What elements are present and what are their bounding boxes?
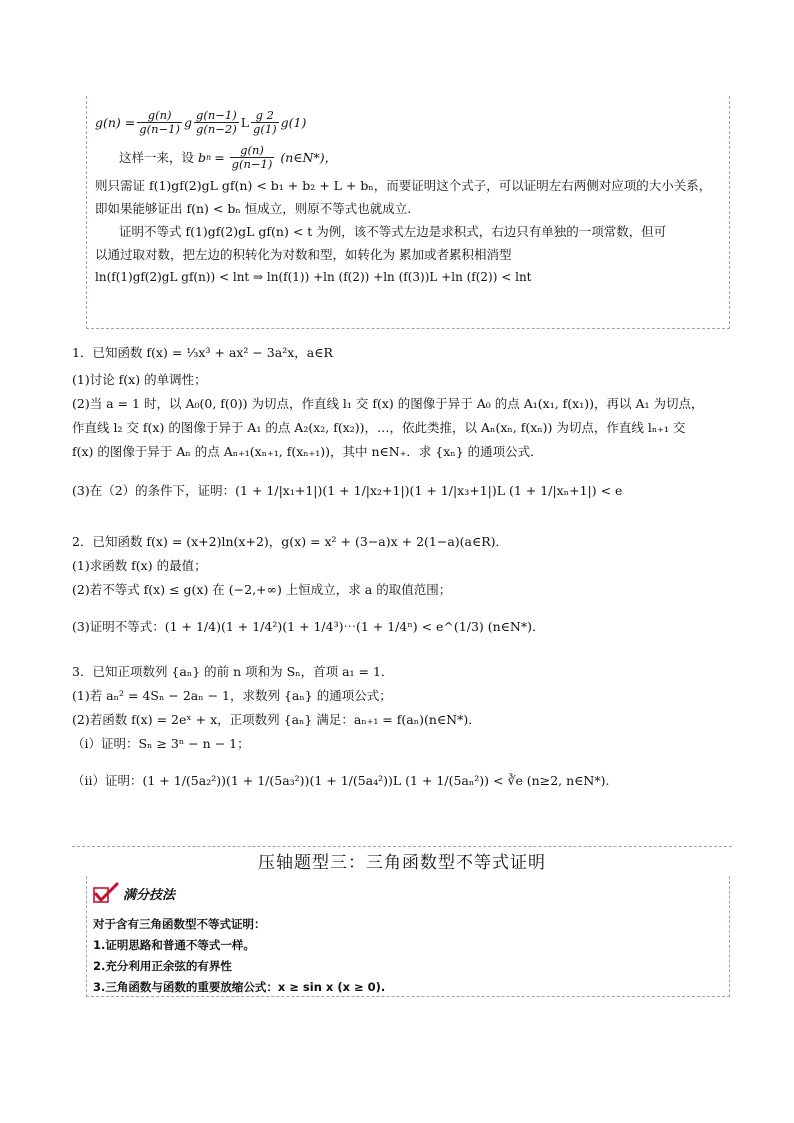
problem2-q3: (3)证明不等式：(1 + 1/4)(1 + 1/4²)(1 + 1/4³)⋯(1 + 1/4ⁿ) < e^(1/3) (n∈N*)． bbox=[72, 619, 545, 634]
intro-line-7: ln(f(1)gf(2)gL gf(n)) < lnt ⇒ ln(f(1)) +ln (f(2)) +ln (f(3))L +ln (f(2)) < lnt bbox=[95, 270, 532, 284]
problem1-q2-line3: f(x) 的图像于异于 Aₙ 的点 Aₙ₊₁(xₙ₊₁, f(xₙ₊₁))，其中 n∈N₊．求 {xₙ} 的通项公式． bbox=[72, 444, 543, 459]
intro-method-box bbox=[86, 96, 730, 329]
problem1-q1: (1)讨论 f(x) 的单调性； bbox=[72, 372, 207, 387]
problem2-stem: 2．已知函数 f(x) = (x+2)ln(x+2)，g(x) = x² + (3−a)x + 2(1−a)(a∈R)． bbox=[72, 534, 509, 549]
intro-line2-frac: $\frac{g(n)}{g(n-1)}$ bbox=[231, 142, 273, 171]
intro-line2-post: (n∈N*)， bbox=[280, 149, 338, 165]
intro-line1-frac1: $\frac{g(n)}{g(n-1)}$ bbox=[139, 107, 180, 136]
section-divider bbox=[72, 846, 732, 847]
intro-line1-frac3: $\frac{g 2}{g(1)}$ bbox=[253, 107, 277, 136]
problem-2 bbox=[72, 530, 732, 644]
section3-title: 压轴题型三：三角函数型不等式证明 bbox=[258, 853, 546, 873]
problem-1 bbox=[72, 338, 732, 508]
intro-line2-eq: = bbox=[214, 149, 225, 165]
tip-body bbox=[93, 914, 385, 998]
intro-line1-frac2: $\frac{g(n-1)}{g(n-2)}$ bbox=[195, 107, 237, 136]
problem3-q2-i: （i）证明：Sₙ ≥ 3ⁿ − n − 1； bbox=[72, 736, 250, 751]
tip-label: 满分技法 bbox=[123, 887, 176, 903]
intro-line2-b: b bbox=[198, 149, 207, 165]
intro-line-1: g(n) = $\frac{g(n)}{g(n-1)}$ g $\frac{g(n-1)}{g(n-2)}$ L $\frac{g 2}{g(1)}$ g(1) bbox=[95, 107, 307, 136]
intro-line-4: 即如果能够证出 f(n) < bₙ 恒成立，则原不等式也就成立. bbox=[95, 201, 412, 216]
problem2-q2: (2)若不等式 f(x) ≤ g(x) 在 (−2,+∞) 上恒成立，求 a 的取值范围； bbox=[72, 582, 452, 597]
problem-3 bbox=[72, 660, 732, 798]
tip-line-3: 3.三角函数与函数的重要放缩公式：x ≥ sin x (x ≥ 0). bbox=[93, 980, 386, 994]
problem1-stem: 1．已知函数 f(x) = ⅓x³ + ax² − 3a²x，a∈R bbox=[72, 345, 333, 360]
check-icon bbox=[93, 882, 119, 904]
problem3-q2: (2)若函数 f(x) = 2eˣ + x，正项数列 {aₙ} 满足：aₙ₊₁ = f(aₙ)(n∈N*)． bbox=[72, 712, 481, 727]
tip-line-1: 1.证明思路和普通不等式一样。 bbox=[93, 938, 255, 952]
intro-method-content bbox=[95, 104, 721, 289]
intro-line-5: 证明不等式 f(1)gf(2)gL gf(n) < t 为例，该不等式左边是求积式，右边只有单独的一项常数，但可 bbox=[119, 224, 667, 239]
intro-line1-lhs: g(n) = bbox=[95, 114, 136, 130]
intro-line1-tail: g(1) bbox=[280, 114, 307, 130]
tip-box bbox=[86, 876, 730, 997]
tip-line-2: 2.充分利用正余弦的有界性 bbox=[93, 959, 232, 973]
problem2-q1: (1)求函数 f(x) 的最值； bbox=[72, 558, 207, 573]
problem1-q2-line1: (2)当 a = 1 时，以 A₀(0, f(0)) 为切点，作直线 l₁ 交 f(x) 的图像于异于 A₀ 的点 A₁(x₁, f(x₁))，再以 A₁ 为切点， bbox=[72, 396, 704, 411]
problem1-q3: (3)在（2）的条件下，证明：(1 + 1/|x₁+1|)(1 + 1/|x₂+1|)(1 + 1/|x₃+1|)L (1 + 1/|xₙ+1|) < e bbox=[72, 483, 623, 498]
intro-line-6: 以通过取对数，把左边的积转化为对数和型，如转化为 累加或者累积相消型 bbox=[95, 247, 512, 262]
intro-line-3: 则只需证 f(1)gf(2)gL gf(n) < b₁ + b₂ + L + bₙ，而要证明这个式子，可以证明左右两侧对应项的大小关系， bbox=[95, 178, 712, 193]
problem3-q2-ii: （ii）证明：(1 + 1/(5a₂²))(1 + 1/(5a₃²))(1 + 1/(5a₄²))L (1 + 1/(5aₙ²)) < ∛e (n≥2, n∈N*). bbox=[72, 773, 610, 788]
intro-line-2: 这样一来，设 b n = $\frac{g(n)}{g(n-1)}$ (n∈N*)， bbox=[119, 142, 338, 171]
tip-line-0: 对于含有三角函数型不等式证明： bbox=[93, 917, 266, 931]
tip-header bbox=[93, 882, 175, 904]
intro-line2-pre: 这样一来，设 bbox=[119, 149, 195, 165]
problem3-q1: (1)若 aₙ² = 4Sₙ − 2aₙ − 1，求数列 {aₙ} 的通项公式； bbox=[72, 688, 392, 703]
problem3-stem: 3．已知正项数列 {aₙ} 的前 n 项和为 Sₙ，首项 a₁ = 1． bbox=[72, 664, 394, 679]
problem1-q2-line2: 作直线 l₂ 交 f(x) 的图像于异于 A₁ 的点 A₂(x₂, f(x₂))，…，依此类推，以 Aₙ(xₙ, f(xₙ)) 为切点，作直线 lₙ₊₁ 交 bbox=[72, 420, 686, 435]
